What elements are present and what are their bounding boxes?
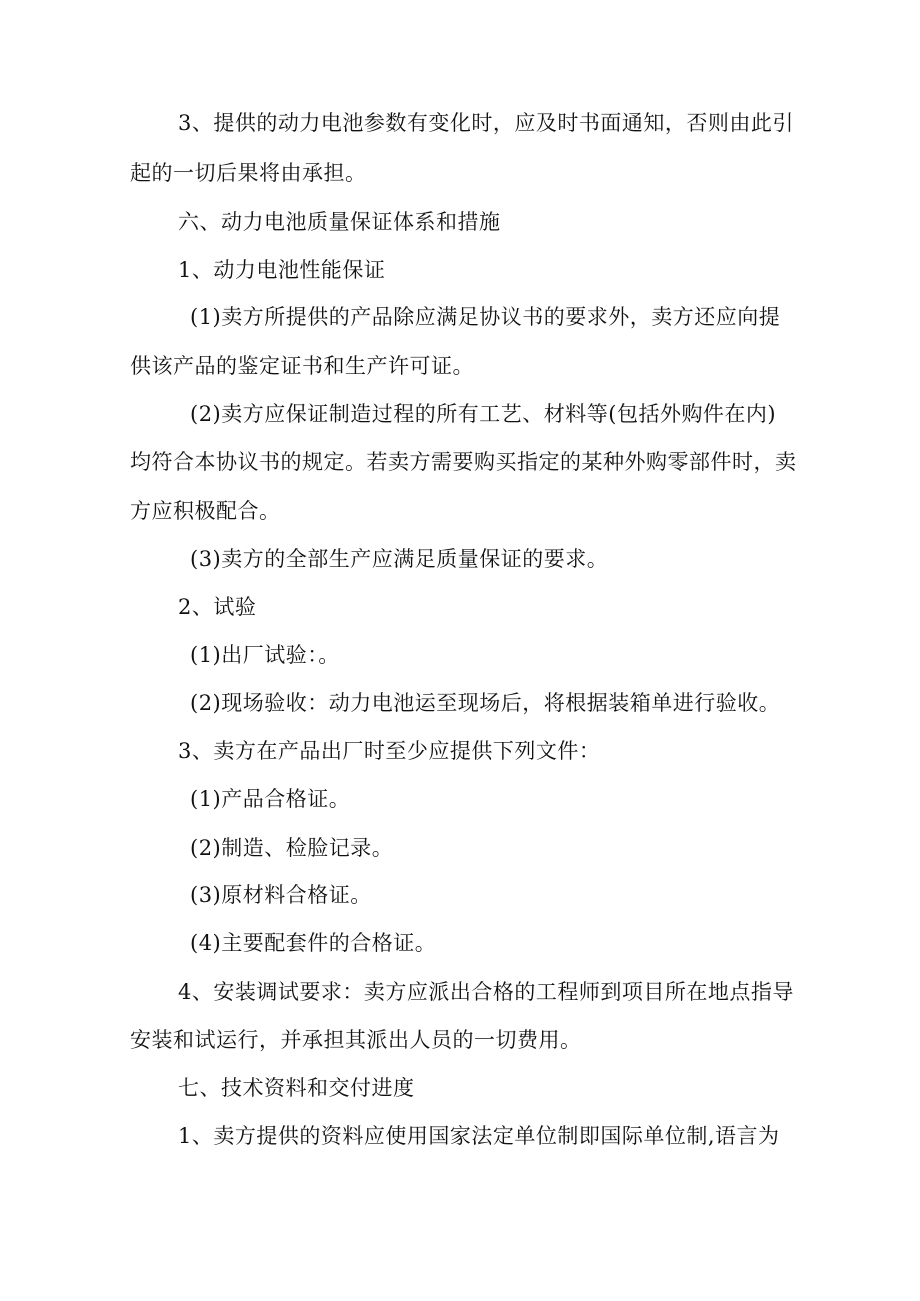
paragraph-line: 方应积极配合。 [130, 499, 281, 523]
list-item: (4)主要配套件的合格证。 [190, 931, 437, 955]
list-item: (2)制造、检脸记录。 [190, 836, 394, 860]
paragraph-line: 3、提供的动力电池参数有变化时，应及时书面通知，否则由此引 [178, 111, 794, 135]
section-heading: 七、技术资料和交付进度 [178, 1076, 415, 1100]
paragraph-line: (2)现场验收：动力电池运至现场后，将根据装箱单进行验收。 [190, 691, 781, 715]
paragraph-line: 4、安装调试要求：卖方应派出合格的工程师到项目所在地点指导 [178, 980, 794, 1004]
list-item: (3)原材料合格证。 [190, 883, 372, 907]
paragraph-line: 1、卖方提供的资料应使用国家法定单位制即国际单位制,语言为 [178, 1124, 780, 1148]
paragraph-line: 均符合本协议书的规定。若卖方需要购买指定的某种外购零部件时，卖 [130, 450, 797, 474]
paragraph-line: (1)出厂试验：。 [190, 643, 340, 667]
subsection-heading: 2、试验 [178, 595, 257, 619]
list-item: (1)产品合格证。 [190, 787, 351, 811]
paragraph-line: 起的一切后果将由承担。 [130, 161, 367, 185]
subsection-heading: 3、卖方在产品出厂时至少应提供下列文件： [178, 739, 601, 763]
paragraph-line: (1)卖方所提供的产品除应满足协议书的要求外，卖方还应向提 [190, 305, 781, 329]
section-heading: 六、动力电池质量保证体系和措施 [178, 210, 501, 234]
paragraph-line: 供该产品的鉴定证书和生产许可证。 [130, 354, 474, 378]
paragraph-line: 安装和试运行，并承担其派出人员的一切费用。 [130, 1028, 582, 1052]
paragraph-line: (2)卖方应保证制造过程的所有工艺、材料等(包括外购件在内) [190, 402, 777, 426]
paragraph-line: (3)卖方的全部生产应满足质量保证的要求。 [190, 547, 609, 571]
subsection-heading: 1、动力电池性能保证 [178, 258, 386, 282]
